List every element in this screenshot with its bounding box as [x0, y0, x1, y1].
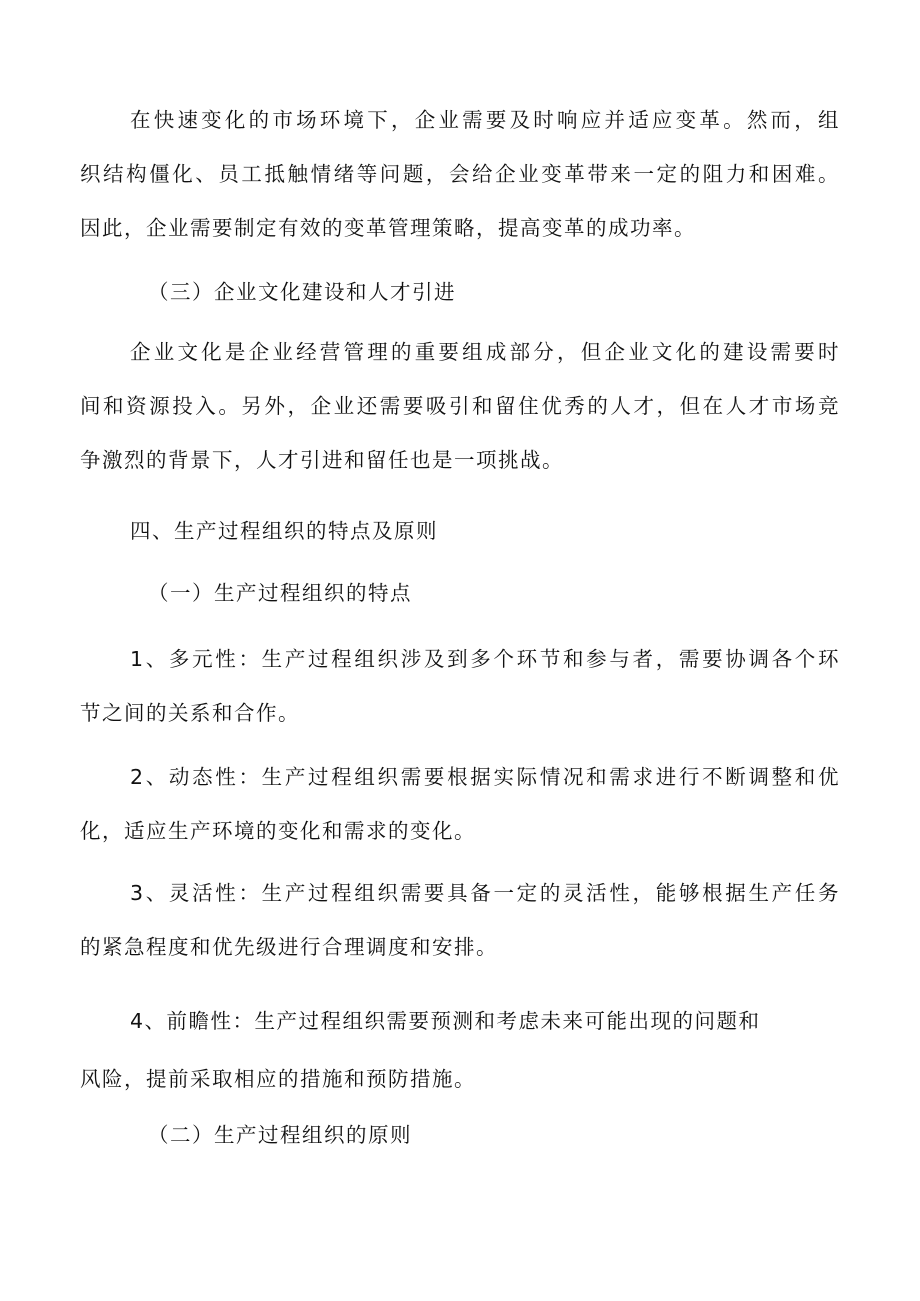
paragraph-line: 争激烈的背景下，人才引进和留任也是一项挑战。	[80, 448, 564, 472]
paragraph-line: 风险，提前采取相应的措施和预防措施。	[80, 1067, 476, 1091]
paragraph-line: 的紧急程度和优先级进行合理调度和安排。	[80, 935, 498, 959]
heading-principles	[80, 1108, 840, 1162]
paragraph-line: 3、灵活性：生产过程组织需要具备一定的灵活性，能够根据生产任务	[130, 881, 840, 905]
list-item-foresight	[80, 990, 840, 1106]
heading-features	[80, 566, 840, 620]
section-heading: 四、生产过程组织的特点及原则	[130, 519, 438, 543]
paragraph-change-management	[80, 93, 840, 255]
list-item-dynamic	[80, 750, 840, 858]
subsection-heading: （三）企业文化建设和人才引进	[148, 280, 456, 304]
paragraph-line: 1、多元性：生产过程组织涉及到多个环节和参与者，需要协调各个环	[130, 647, 840, 671]
subsection-heading: （二）生产过程组织的原则	[148, 1123, 412, 1147]
list-item-diversity	[80, 632, 840, 740]
heading-section-four	[80, 504, 840, 558]
paragraph-line: 织结构僵化、员工抵触情绪等问题，会给企业变革带来一定的阻力和困难。	[80, 162, 840, 186]
list-item-flexibility	[80, 866, 840, 974]
paragraph-line: 间和资源投入。另外，企业还需要吸引和留住优秀的人才，但在人才市场竞	[80, 394, 840, 418]
paragraph-culture-talent	[80, 325, 840, 487]
paragraph-line: 在快速变化的市场环境下，企业需要及时响应并适应变革。然而，组	[130, 108, 840, 132]
heading-culture-talent	[80, 265, 840, 319]
paragraph-line: 4、前瞻性：生产过程组织需要预测和考虑未来可能出现的问题和	[130, 1009, 761, 1033]
paragraph-line: 化，适应生产环境的变化和需求的变化。	[80, 819, 476, 843]
paragraph-line: 因此，企业需要制定有效的变革管理策略，提高变革的成功率。	[80, 216, 696, 240]
paragraph-line: 节之间的关系和合作。	[80, 701, 300, 725]
subsection-heading: （一）生产过程组织的特点	[148, 581, 412, 605]
paragraph-line: 企业文化是企业经营管理的重要组成部分，但企业文化的建设需要时	[130, 340, 840, 364]
paragraph-line: 2、动态性：生产过程组织需要根据实际情况和需求进行不断调整和优	[130, 765, 840, 789]
